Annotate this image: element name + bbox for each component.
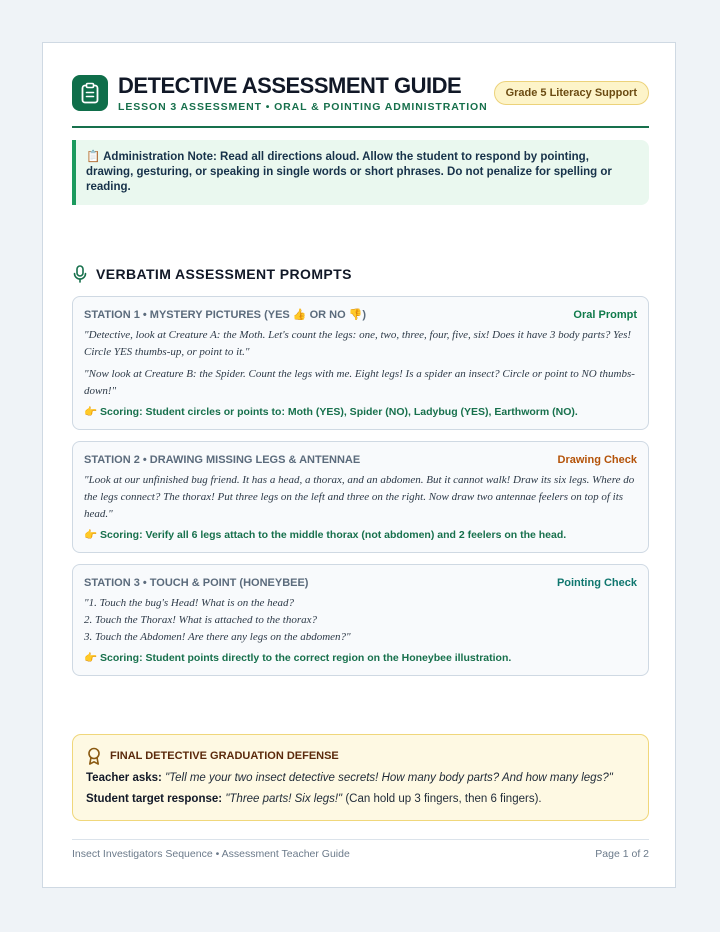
station-prompt: [84, 595, 637, 646]
grade-badge: Grade 5 Literacy Support: [494, 81, 649, 105]
header-divider: [72, 126, 649, 128]
station-title: [84, 308, 366, 321]
station-prompt: "Detective, look at Creature A: the Moth. Let's count the legs: one, two, three, four, five, six! Does it have 3 body parts? Yes! Circle YES thumbs-up, or point to it.": [84, 329, 632, 358]
station-prompt: "Look at our unfinished bug friend. It has a head, a thorax, and an abdomen. But it cannot walk! Draw its six legs. Where do the legs connect? The thorax! Put three legs on the left and three on the right. Now draw two antennae feelers on top of its head.": [84, 474, 635, 520]
pointing-hand-icon: 👉: [84, 406, 98, 418]
thumbs-down-icon: 👎: [348, 308, 363, 321]
station-header: [84, 452, 637, 467]
scoring-label: Scoring:: [100, 529, 143, 541]
scoring-text: Student circles or points to: Moth (YES), Spider (NO), Ladybug (YES), Earthworm (NO).: [145, 406, 578, 418]
station-tag: Pointing Check: [556, 576, 637, 589]
scoring-text: Verify all 6 legs attach to the middle thorax (not abdomen) and 2 feelers on the head.: [145, 529, 567, 541]
page-header: [72, 73, 649, 125]
station-title-part: STATION 1 • MYSTERY PICTURES (YES: [84, 309, 293, 321]
clipboard-icon: [72, 75, 108, 111]
station-title-part: ): [362, 309, 367, 321]
student-response-quote: "Three parts! Six legs!": [225, 793, 343, 805]
pointing-hand-icon: 👉: [84, 652, 98, 664]
page-number: Page 1 of 2: [595, 848, 649, 860]
student-response-label: Student target response:: [86, 793, 223, 805]
final-defense-box: [72, 734, 649, 821]
prompt-line: "1. Touch the bug's Head! What is on the head?: [84, 597, 295, 609]
clipboard-emoji-icon: 📋: [86, 149, 101, 163]
page-subtitle: LESSON 3 ASSESSMENT • ORAL & POINTING ADMINISTRATION: [118, 101, 488, 113]
station-scoring: [84, 651, 637, 664]
document-page: [42, 42, 676, 888]
scoring-text: Student points directly to the correct region on the Honeybee illustration.: [145, 652, 512, 664]
station-title: STATION 2 • DRAWING MISSING LEGS & ANTENNAE: [84, 453, 361, 466]
station-prompt: "Now look at Creature B: the Spider. Count the legs with me. Eight legs! Is a spider an insect? Circle or point to NO thumbs-down!": [84, 368, 635, 397]
station-tag: Oral Prompt: [573, 308, 637, 321]
prompt-line: 3. Touch the Abdomen! Are there any legs on the abdomen?": [84, 631, 351, 643]
teacher-asks-text: "Tell me your two insect detective secrets! How many body parts? And how many legs?": [165, 772, 613, 784]
scoring-label: Scoring:: [100, 652, 143, 664]
student-response-note: (Can hold up 3 fingers, then 6 fingers).: [342, 793, 542, 805]
award-ribbon-icon: [86, 747, 102, 765]
page-content: [72, 73, 649, 821]
station-title-part: OR NO: [306, 309, 349, 321]
prompt-line: 2. Touch the Thorax! What is attached to the thorax?: [84, 614, 318, 626]
page-title: DETECTIVE ASSESSMENT GUIDE: [118, 73, 462, 98]
station-scoring: [84, 405, 637, 418]
teacher-asks-label: Teacher asks:: [86, 772, 162, 784]
final-defense-title: FINAL DETECTIVE GRADUATION DEFENSE: [110, 750, 339, 762]
pointing-hand-icon: 👉: [84, 529, 98, 541]
station-scoring: [84, 528, 637, 541]
station-card-2: [72, 441, 649, 553]
station-tag: Drawing Check: [557, 453, 637, 466]
page-footer: [72, 839, 649, 860]
section-heading: [72, 264, 649, 284]
microphone-icon: [72, 265, 88, 283]
scoring-label: Scoring:: [100, 406, 143, 418]
station-title: STATION 3 • TOUCH & POINT (HONEYBEE): [84, 576, 309, 589]
teacher-asks-row: [86, 770, 635, 786]
student-response-row: [86, 791, 635, 807]
administration-note-text: Administration Note: Read all directions aloud. Allow the student to respond by pointing, drawing, gesturing, or speaking in single words or short phrases. Do not penalize for spelling or reading.: [86, 151, 612, 193]
station-card-1: [72, 296, 649, 430]
station-card-3: [72, 564, 649, 676]
station-header: [84, 307, 637, 322]
final-defense-header: [86, 747, 635, 765]
station-header: [84, 575, 637, 590]
section-title: VERBATIM ASSESSMENT PROMPTS: [96, 266, 352, 282]
thumbs-up-icon: 👍: [292, 308, 307, 321]
administration-note: [72, 140, 649, 205]
footer-sequence: Insect Investigators Sequence • Assessment Teacher Guide: [72, 848, 350, 860]
